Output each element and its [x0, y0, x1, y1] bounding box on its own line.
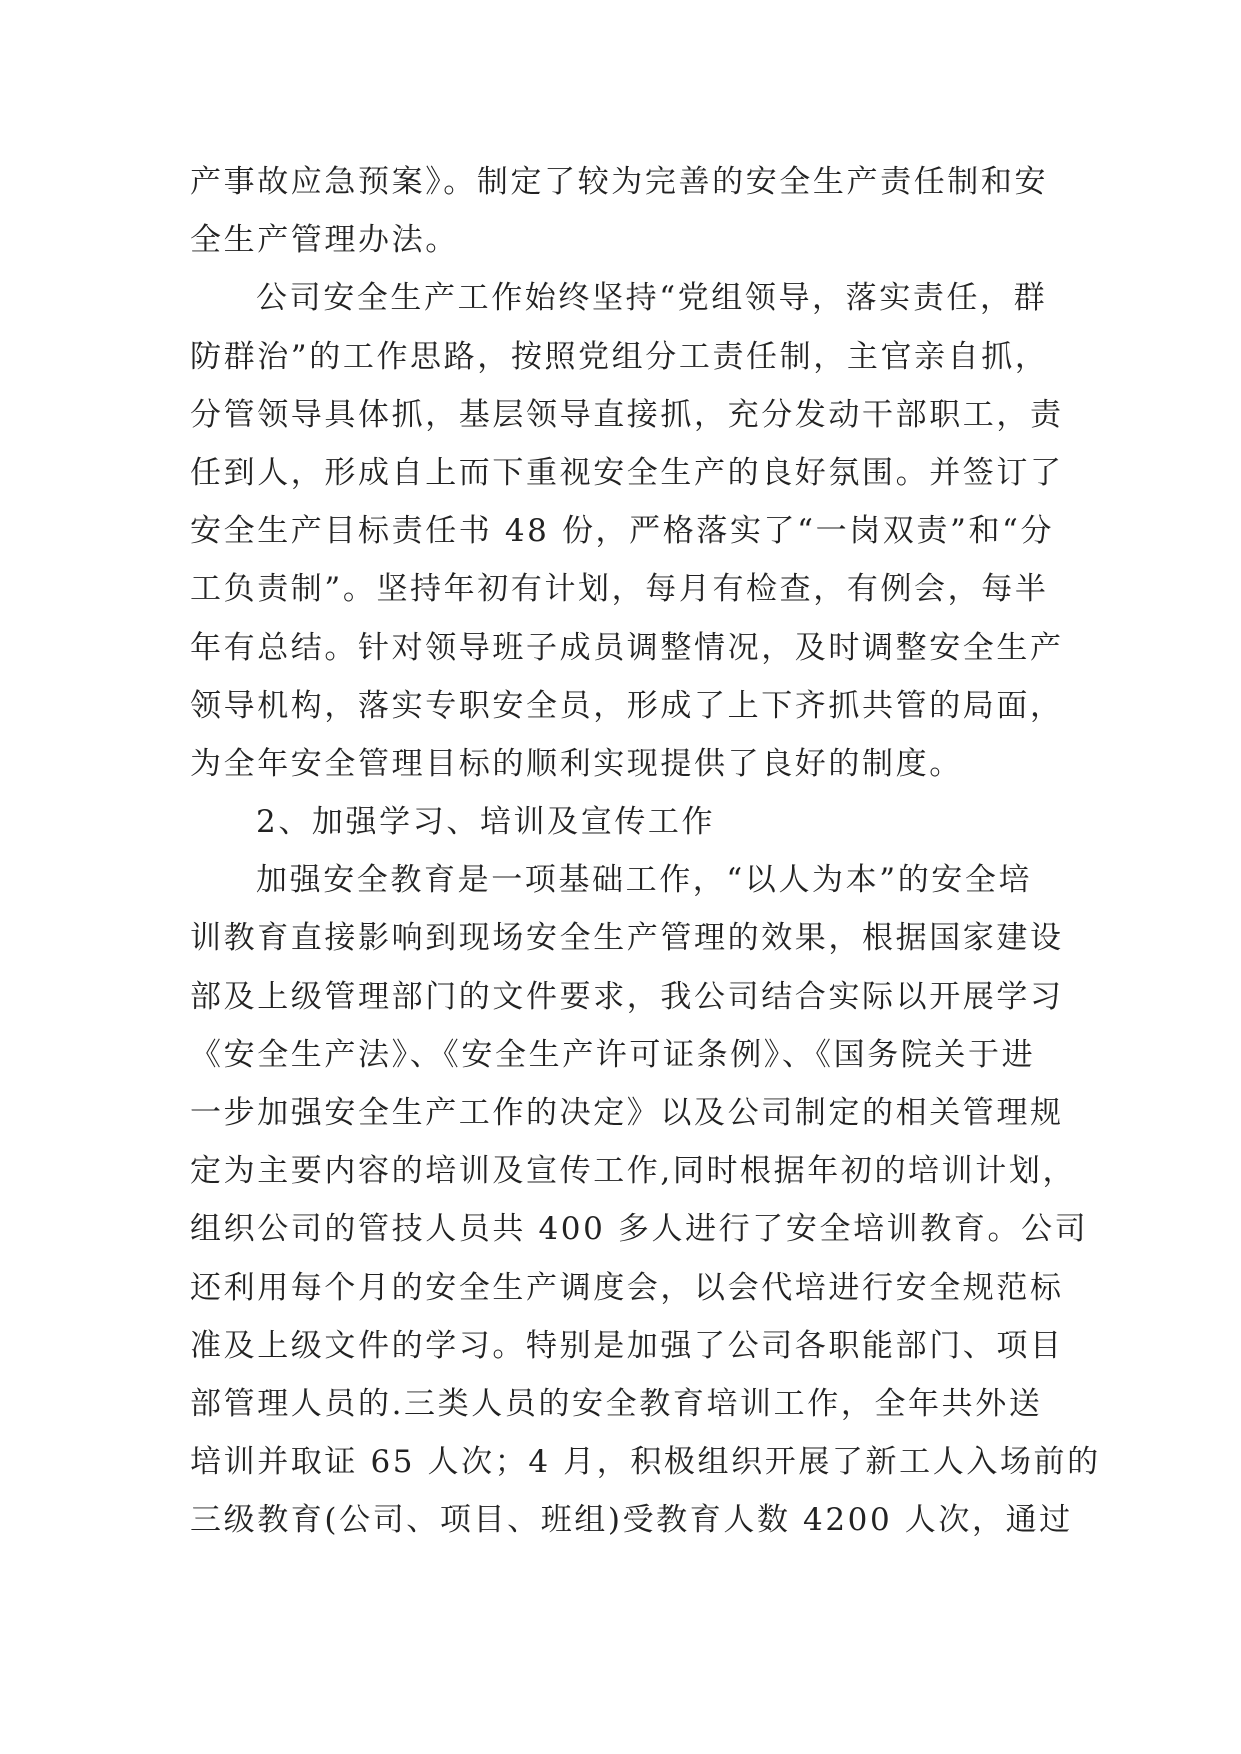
text-line: 一步加强安全生产工作的决定》以及公司制定的相关管理规 — [190, 1095, 1064, 1131]
text-line: 年有总结。针对领导班子成员调整情况，及时调整安全生产 — [190, 629, 1064, 666]
text-line: 2、加强学习、培训及宣传工作 — [256, 804, 716, 841]
text-line: 领导机构，落实专职安全员，形成了上下齐抓共管的局面， — [190, 687, 1064, 724]
text-line: 还利用每个月的安全生产调度会，以会代培进行安全规范标 — [190, 1269, 1064, 1306]
text-line: 训教育直接影响到现场安全生产管理的效果，根据国家建设 — [190, 920, 1064, 957]
text-line: 培训并取证 65 人次；4 月，积极组织开展了新工人入场前的 — [190, 1444, 1101, 1481]
text-line: 分管领导具体抓，基层领导直接抓，充分发动干部职工，责 — [190, 396, 1064, 433]
text-line: 组织公司的管技人员共 400 多人进行了安全培训教育。公司 — [190, 1211, 1089, 1248]
text-line: 任到人，形成自上而下重视安全生产的良好氛围。并签订了 — [190, 454, 1064, 491]
text-line: 三级教育(公司、项目、班组)受教育人数 4200 人次，通过 — [190, 1502, 1073, 1539]
text-line: 工负责制”。坚持年初有计划，每月有检查，有例会，每半 — [190, 571, 1049, 608]
text-line: 安全生产目标责任书 48 份，严格落实了“一岗双责”和“分 — [190, 513, 1055, 550]
text-line: 防群治”的工作思路，按照党组分工责任制，主官亲自抓， — [190, 338, 1049, 375]
text-line: 加强安全教育是一项基础工作，“以人为本”的安全培 — [256, 862, 1033, 899]
text-line: 定为主要内容的培训及宣传工作,同时根据年初的培训计划， — [190, 1153, 1077, 1190]
text-line: 全生产管理办法。 — [190, 222, 459, 259]
text-line: 为全年安全管理目标的顺利实现提供了良好的制度。 — [190, 745, 963, 782]
text-line: 部管理人员的.三类人员的安全教育培训工作，全年共外送 — [190, 1385, 1043, 1422]
body-text — [190, 153, 1101, 1550]
text-line: 公司安全生产工作始终坚持“党组领导，落实责任，群 — [256, 280, 1048, 317]
text-line: 《安全生产法》、《安全生产许可证条例》、《国务院关于进 — [190, 1036, 1036, 1073]
text-line: 产事故应急预案》。制定了较为完善的安全生产责任制和安 — [190, 164, 1049, 200]
text-line: 准及上级文件的学习。特别是加强了公司各职能部门、项目 — [190, 1327, 1064, 1364]
text-line: 部及上级管理部门的文件要求，我公司结合实际以开展学习 — [190, 978, 1064, 1015]
